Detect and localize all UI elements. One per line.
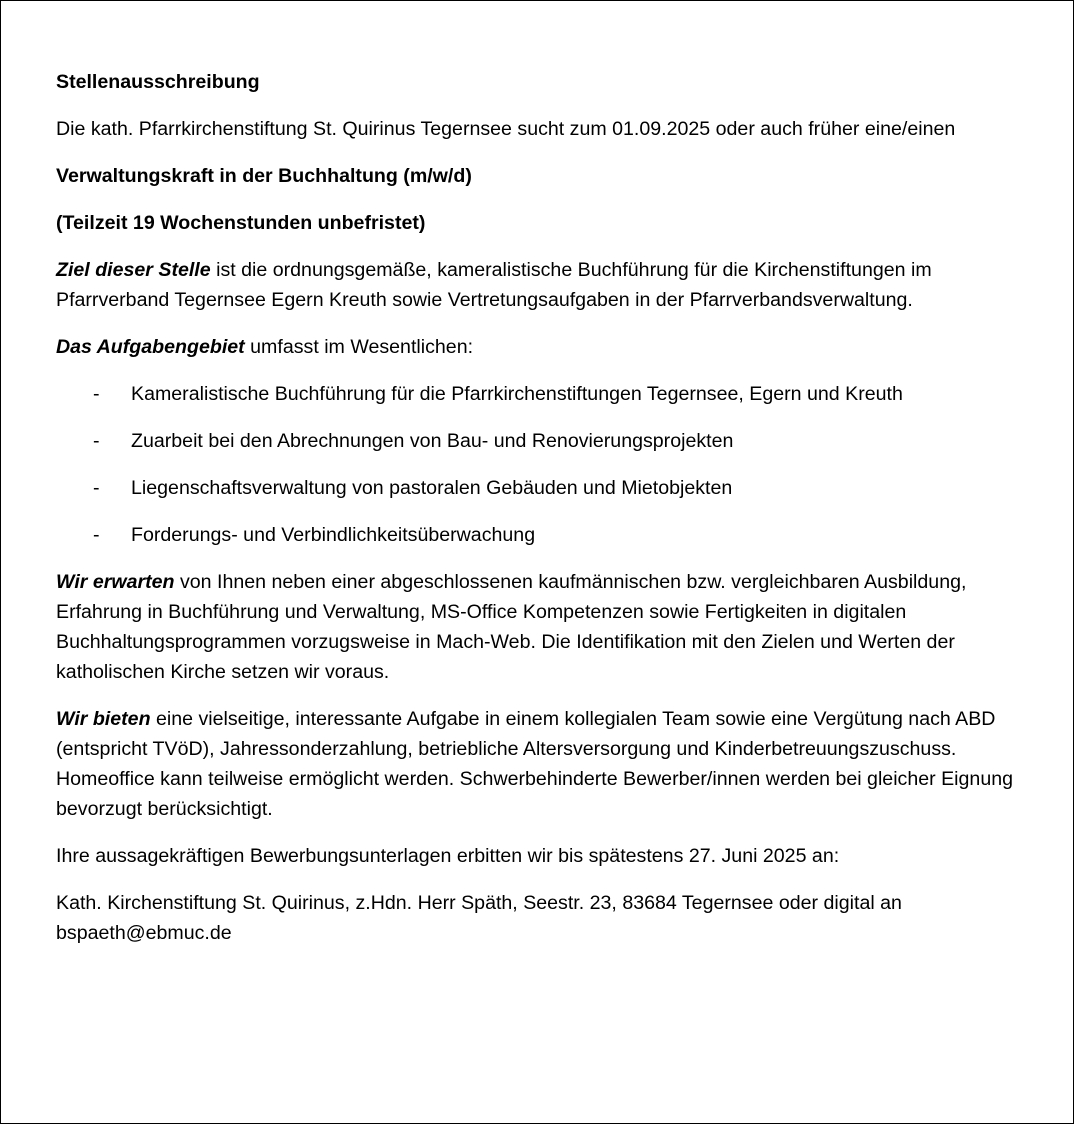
offer-lead: Wir bieten xyxy=(56,708,151,730)
expectations-text: von Ihnen neben einer abgeschlossenen kaufmännischen bzw. vergleichbaren Ausbildung, Erfahrung in Buchführung und Verwaltung, MS-Office Kompetenzen sowie Fertigkeiten in digitalen Buchhaltungsprogrammen vorzugsweise in Mach-Web. Die Identifikation mit den Zielen und Werten der katholischen Kirche setzen wir voraus. xyxy=(56,571,967,683)
offer-paragraph xyxy=(56,704,1013,824)
tasks-lead: Das Aufgabengebiet xyxy=(56,336,245,358)
goal-paragraph xyxy=(56,255,1013,315)
contact-paragraph xyxy=(56,888,1013,948)
goal-text: ist die ordnungsgemäße, kameralistische Buchführung für die Kirchenstiftungen im Pfarrverband Tegernsee Egern Kreuth sowie Vertretungsaufgaben in der Pfarrverbandsverwaltung. xyxy=(56,259,932,311)
contact-email: bspaeth@ebmuc.de xyxy=(56,922,232,944)
bullet-dash: - xyxy=(93,430,100,452)
task-item xyxy=(56,379,1013,409)
page-heading: Stellenausschreibung xyxy=(56,71,260,93)
intro-paragraph: Die kath. Pfarrkirchenstiftung St. Quirinus Tegernsee sucht zum 01.09.2025 oder auch früher eine/einen xyxy=(56,118,956,140)
goal-lead: Ziel dieser Stelle xyxy=(56,259,211,281)
task-item xyxy=(56,520,1013,550)
offer-text: eine vielseitige, interessante Aufgabe in einem kollegialen Team sowie eine Vergütung nach ABD (entspricht TVöD), Jahressonderzahlung, betriebliche Altersversorgung und Kinderbetreuungszuschuss. Homeoffice kann teilweise ermöglicht werden. Schwerbehinderte Bewerber/innen werden bei gleicher Eignung bevorzugt berücksichtigt. xyxy=(56,708,1014,820)
position-title: Verwaltungskraft in der Buchhaltung (m/w/d) xyxy=(56,165,472,187)
tasks-text: umfasst im Wesentlichen: xyxy=(244,336,474,358)
expectations-paragraph xyxy=(56,567,1013,687)
expectations-lead: Wir erwarten xyxy=(56,571,175,593)
application-paragraph: Ihre aussagekräftigen Bewerbungsunterlagen erbitten wir bis spätestens 27. Juni 2025 an: xyxy=(56,845,840,867)
task-list xyxy=(56,379,1013,550)
task-text: Liegenschaftsverwaltung von pastoralen Gebäuden und Mietobjekten xyxy=(131,477,733,499)
tasks-intro xyxy=(56,332,1013,362)
task-text: Forderungs- und Verbindlichkeitsüberwachung xyxy=(131,524,536,546)
position-terms: (Teilzeit 19 Wochenstunden unbefristet) xyxy=(56,212,426,234)
task-text: Zuarbeit bei den Abrechnungen von Bau- und Renovierungsprojekten xyxy=(131,430,734,452)
bullet-dash: - xyxy=(93,524,100,546)
contact-address: Kath. Kirchenstiftung St. Quirinus, z.Hdn. Herr Späth, Seestr. 23, 83684 Tegernsee oder digital an xyxy=(56,892,902,914)
task-item xyxy=(56,426,1013,456)
bullet-dash: - xyxy=(93,383,100,405)
task-item xyxy=(56,473,1013,503)
task-text: Kameralistische Buchführung für die Pfarrkirchenstiftungen Tegernsee, Egern und Kreuth xyxy=(131,383,903,405)
bullet-dash: - xyxy=(93,477,100,499)
